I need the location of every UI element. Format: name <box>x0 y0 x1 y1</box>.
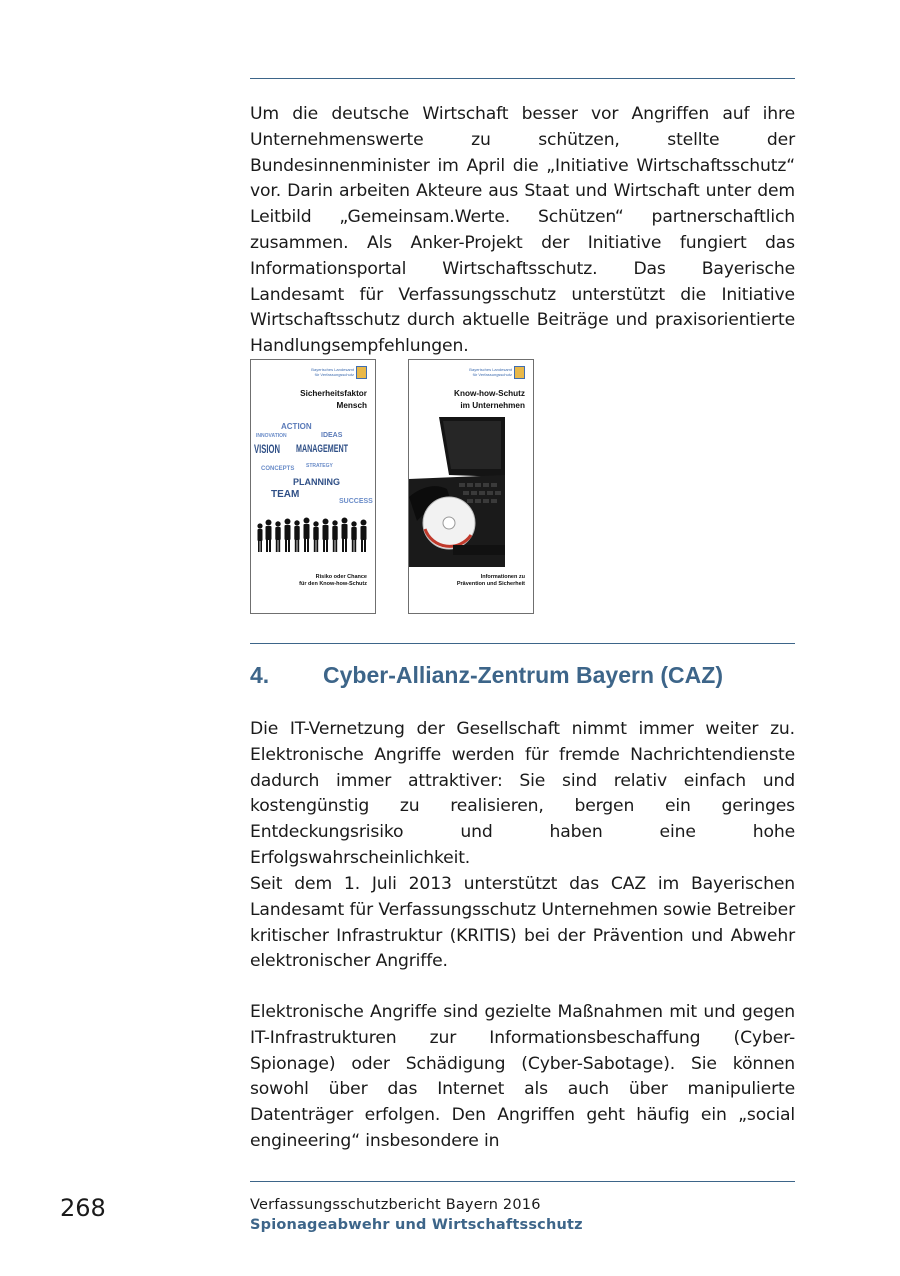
svg-text:MANAGEMENT: MANAGEMENT <box>296 443 349 455</box>
section-paragraph-2: Seit dem 1. Juli 2013 unterstützt das CAZ im Bayerischen Landesamt für Verfassungsschutz Unternehmen sowie Betreiber kritischer Infrastruktur (KRITIS) bei der Prävention und Abwehr elektronischer Angriffe. <box>250 874 795 972</box>
svg-text:IDEAS: IDEAS <box>321 432 343 439</box>
section-title: Cyber-Allianz-Zentrum Bayern (CAZ) <box>323 662 723 688</box>
brochure-logo: Bayerisches Landesamt für Verfassungsschutz <box>311 366 367 379</box>
svg-text:STRATEGY: STRATEGY <box>306 463 333 469</box>
brochure-title: Sicherheitsfaktor Mensch <box>300 389 367 410</box>
section-heading <box>250 662 795 689</box>
brochure-know-how-schutz <box>408 359 534 614</box>
section-number: 4. <box>250 662 270 688</box>
brochure-footer: Risiko oder Chance für den Know-how-Schutz <box>299 573 367 588</box>
brochure-footer: Informationen zu Prävention und Sicherheit <box>456 573 525 588</box>
svg-text:PLANNING: PLANNING <box>293 477 340 487</box>
coat-of-arms-icon <box>514 366 525 379</box>
footer-chapter: Spionageabwehr und Wirtschaftsschutz <box>250 1217 583 1233</box>
svg-text:CONCEPTS: CONCEPTS <box>261 466 295 472</box>
coat-of-arms-icon <box>356 366 367 379</box>
svg-text:INNOVATION: INNOVATION <box>256 433 287 439</box>
svg-text:SUCCESS: SUCCESS <box>339 498 373 505</box>
laptop-cd-illustration <box>409 417 533 567</box>
word-cloud-illustration <box>251 415 375 565</box>
svg-text:TEAM: TEAM <box>271 489 300 500</box>
intro-paragraph: Um die deutsche Wirtschaft besser vor Angriffen auf ihre Unternehmenswerte zu schützen, stellte der Bundesinnenminister im April die „Initiative Wirtschaftsschutz“ vor. Darin arbeiten Akteure aus Staat und Wirtschaft unter dem Leitbild „Gemeinsam.Werte. Schützen“ partnerschaftlich zusammen. Als Anker-Projekt der Initiative fungiert das Informationsportal Wirtschaftsschutz. Das Bayerische Landesamt für Verfassungsschutz unterstützt die Initiative Wirtschaftsschutz durch aktuelle Beiträge und praxisorientierte Handlungsempfehlungen. <box>250 104 795 357</box>
brochure-title: Know-how-Schutz im Unternehmen <box>454 389 525 410</box>
svg-text:VISION: VISION <box>254 442 280 456</box>
page-number: 268 <box>60 1194 106 1222</box>
brochure-logo: Bayerisches Landesamt für Verfassungsschutz <box>469 366 525 379</box>
svg-text:ACTION: ACTION <box>281 422 312 431</box>
brochure-sicherheitsfaktor-mensch <box>250 359 376 614</box>
section-paragraph-3: Elektronische Angriffe sind gezielte Maßnahmen mit und gegen IT-Infrastrukturen zur Informationsbeschaffung (Cyber-Spionage) oder Schädigung (Cyber-Sabotage). Sie können sowohl über das Internet als auch über manipulierte Datenträger erfolgen. Den Angriffen geht häufig ein „social engineering“ insbesondere in <box>250 1002 795 1151</box>
top-rule <box>250 78 795 79</box>
section-paragraph-1: Die IT-Vernetzung der Gesellschaft nimmt immer weiter zu. Elektronische Angriffe werden für fremde Nachrichtendienste dadurch immer attraktiver: Sie sind relativ einfach und kostengünstig zu realisieren, bergen ein geringes Entdeckungsrisiko und haben eine hohe Erfolgswahrscheinlichkeit. <box>250 719 795 868</box>
section-rule <box>250 643 795 644</box>
footer-rule <box>250 1181 795 1182</box>
footer-report-title: Verfassungsschutzbericht Bayern 2016 <box>250 1197 541 1213</box>
